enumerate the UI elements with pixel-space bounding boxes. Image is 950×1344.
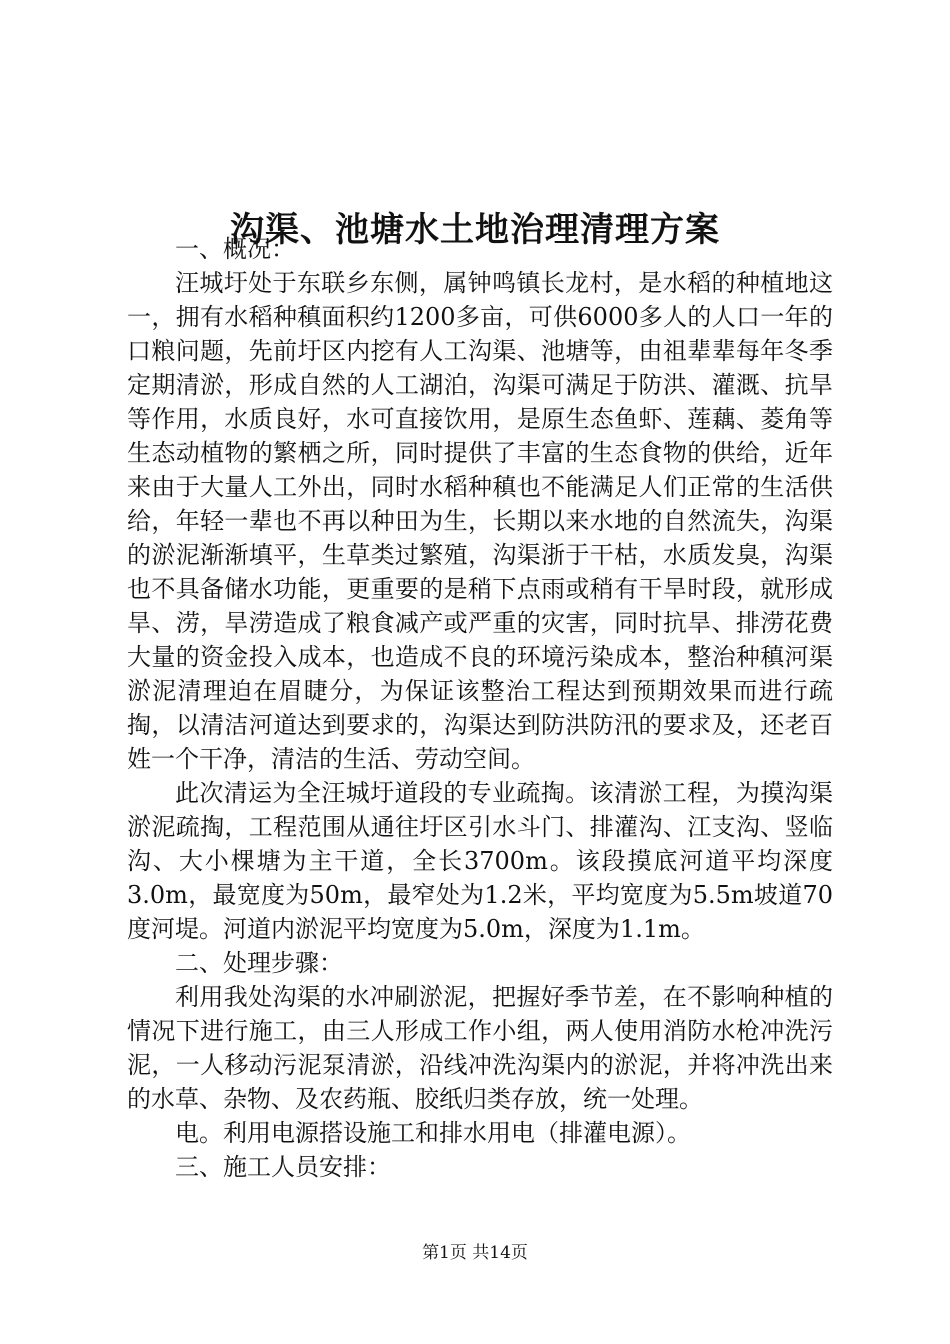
paragraph-scope: 此次清运为全汪城圩道段的专业疏掏。该清淤工程，为摸沟渠淤泥疏掏，工程范围从通往圩区引水斗门、排灌沟、江支沟、竖临沟、大小棵塘为主干道，全长3700m。该段摸底河道平均深度3.0m，最宽度为50m，最窄处为1.2米，平均宽度为5.5m坡道70度河堤。河道内淤泥平均宽度为5.0m，深度为1.1m。: [127, 779, 833, 943]
paragraph-power: 电。利用电源搭设施工和排水用电（排灌电源）。: [175, 1119, 691, 1147]
paragraph-overview: 汪城圩处于东联乡东侧，属钟鸣镇长龙村，是水稻的种植地这一，拥有水稻种稹面积约1200多亩，可供6000多人的人口一年的口粮问题，先前圩区内挖有人工沟渠、池塘等，由祖辈辈每年冬季定期清淤，形成自然的人工湖泊，沟渠可满足于防洪、灌溉、抗旱等作用，水质良好，水可直接饮用，是原生态鱼虾、莲藕、菱角等生态动植物的繁栖之所，同时提供了丰富的生态食物的供给，近年来由于大量人工外出，同时水稻种稹也不能满足人们正常的生活供给，年轻一辈也不再以种田为生，长期以来水地的自然流失，沟渠的淤泥渐渐填平，生草类过繁殖，沟渠浙于干枯，水质发臭，沟渠也不具备储水功能，更重要的是稍下点雨或稍有干旱时段，就形成旱、涝，旱涝造成了粮食减产或严重的灾害，同时抗旱、排涝花费大量的资金投入成本，也造成不良的环境污染成本，整治种稹河渠淤泥清理迫在眉睫分，为保证该整治工程达到预期效果而进行疏掏，以清洁河道达到要求的，沟渠达到防洪防汛的要求及，还老百姓一个干净，清洁的生活、劳动空间。: [127, 269, 833, 773]
section-heading-staffing: 三、施工人员安排：: [175, 1153, 391, 1181]
section-heading-overview: 一、概况：: [175, 235, 295, 263]
paragraph-steps: 利用我处沟渠的水冲刷淤泥，把握好季节差，在不影响种植的情况下进行施工，由三人形成工作小组，两人使用消防水枪冲洗污泥，一人移动污泥泵清淤，沿线冲洗沟渠内的淤泥，并将冲洗出来的水草、杂物、及农药瓶、胶纸归类存放，统一处理。: [127, 983, 833, 1113]
document-body: [127, 232, 833, 1184]
page-footer: 第1页 共14页: [422, 1243, 528, 1263]
page-title: 沟渠、池塘水土地治理清理方案: [230, 209, 720, 250]
section-heading-steps: 二、处理步骤：: [175, 949, 343, 977]
